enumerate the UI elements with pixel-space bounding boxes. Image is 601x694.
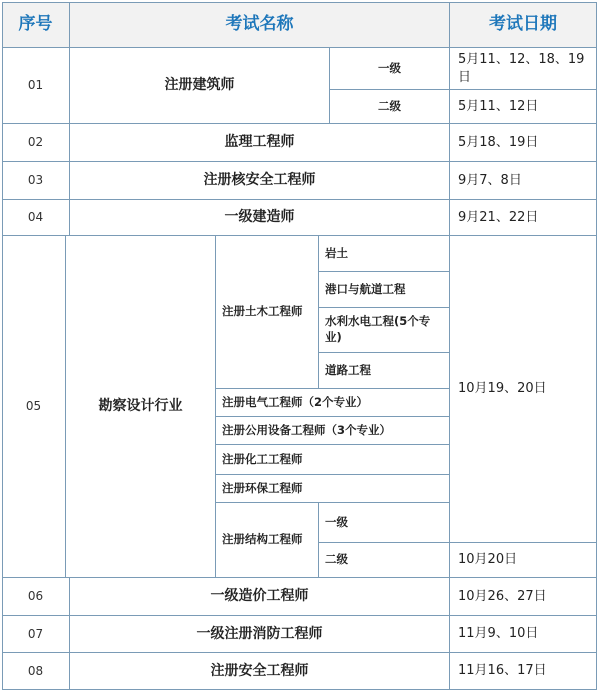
row-05-environmental: 注册环保工程师 bbox=[216, 475, 450, 503]
row-04-date: 9月21、22日 bbox=[450, 200, 597, 236]
row-05-chemical: 注册化工工程师 bbox=[216, 445, 450, 475]
row-01-level-1-date: 5月11、12、18、19日 bbox=[450, 48, 597, 90]
header-index: 序号 bbox=[2, 2, 70, 48]
row-05-name: 勘察设计行业 bbox=[66, 236, 216, 578]
row-05-civil-sub-road: 道路工程 bbox=[319, 353, 450, 389]
row-04-name: 一级建造师 bbox=[70, 200, 450, 236]
row-06-date: 10月26、27日 bbox=[450, 578, 597, 616]
row-05-index: 05 bbox=[2, 236, 66, 578]
row-05-civil-sub-water: 水利水电工程(5个专业) bbox=[319, 308, 450, 353]
row-07-index: 07 bbox=[2, 616, 70, 653]
row-02-index: 02 bbox=[2, 124, 70, 162]
row-02-date: 5月18、19日 bbox=[450, 124, 597, 162]
header-exam-name: 考试名称 bbox=[70, 2, 450, 48]
row-01-index: 01 bbox=[2, 48, 70, 124]
row-05-structural-level-1: 一级 bbox=[319, 503, 450, 543]
row-02-name: 监理工程师 bbox=[70, 124, 450, 162]
row-06-name: 一级造价工程师 bbox=[70, 578, 450, 616]
row-01-level-1: 一级 bbox=[330, 48, 450, 90]
row-05-civil-sub-port: 港口与航道工程 bbox=[319, 272, 450, 308]
header-exam-date: 考试日期 bbox=[450, 2, 597, 48]
row-08-index: 08 bbox=[2, 653, 70, 690]
row-08-name: 注册安全工程师 bbox=[70, 653, 450, 690]
row-07-name: 一级注册消防工程师 bbox=[70, 616, 450, 653]
row-01-level-2: 二级 bbox=[330, 90, 450, 124]
row-05-structural-label: 注册结构工程师 bbox=[216, 503, 319, 578]
row-05-utilities: 注册公用设备工程师（3个专业） bbox=[216, 417, 450, 445]
row-05-civil-label: 注册土木工程师 bbox=[216, 236, 319, 389]
row-01-level-2-date: 5月11、12日 bbox=[450, 90, 597, 124]
row-08-date: 11月16、17日 bbox=[450, 653, 597, 690]
row-05-date-structural-level-2: 10月20日 bbox=[450, 543, 597, 578]
row-01-name: 注册建筑师 bbox=[70, 48, 330, 124]
row-05-civil-sub-geotech: 岩土 bbox=[319, 236, 450, 272]
row-03-index: 03 bbox=[2, 162, 70, 200]
row-05-electrical: 注册电气工程师（2个专业） bbox=[216, 389, 450, 417]
row-04-index: 04 bbox=[2, 200, 70, 236]
row-05-date-main: 10月19、20日 bbox=[450, 236, 597, 543]
row-06-index: 06 bbox=[2, 578, 70, 616]
row-05-structural-level-2: 二级 bbox=[319, 543, 450, 578]
row-03-date: 9月7、8日 bbox=[450, 162, 597, 200]
row-07-date: 11月9、10日 bbox=[450, 616, 597, 653]
row-03-name: 注册核安全工程师 bbox=[70, 162, 450, 200]
